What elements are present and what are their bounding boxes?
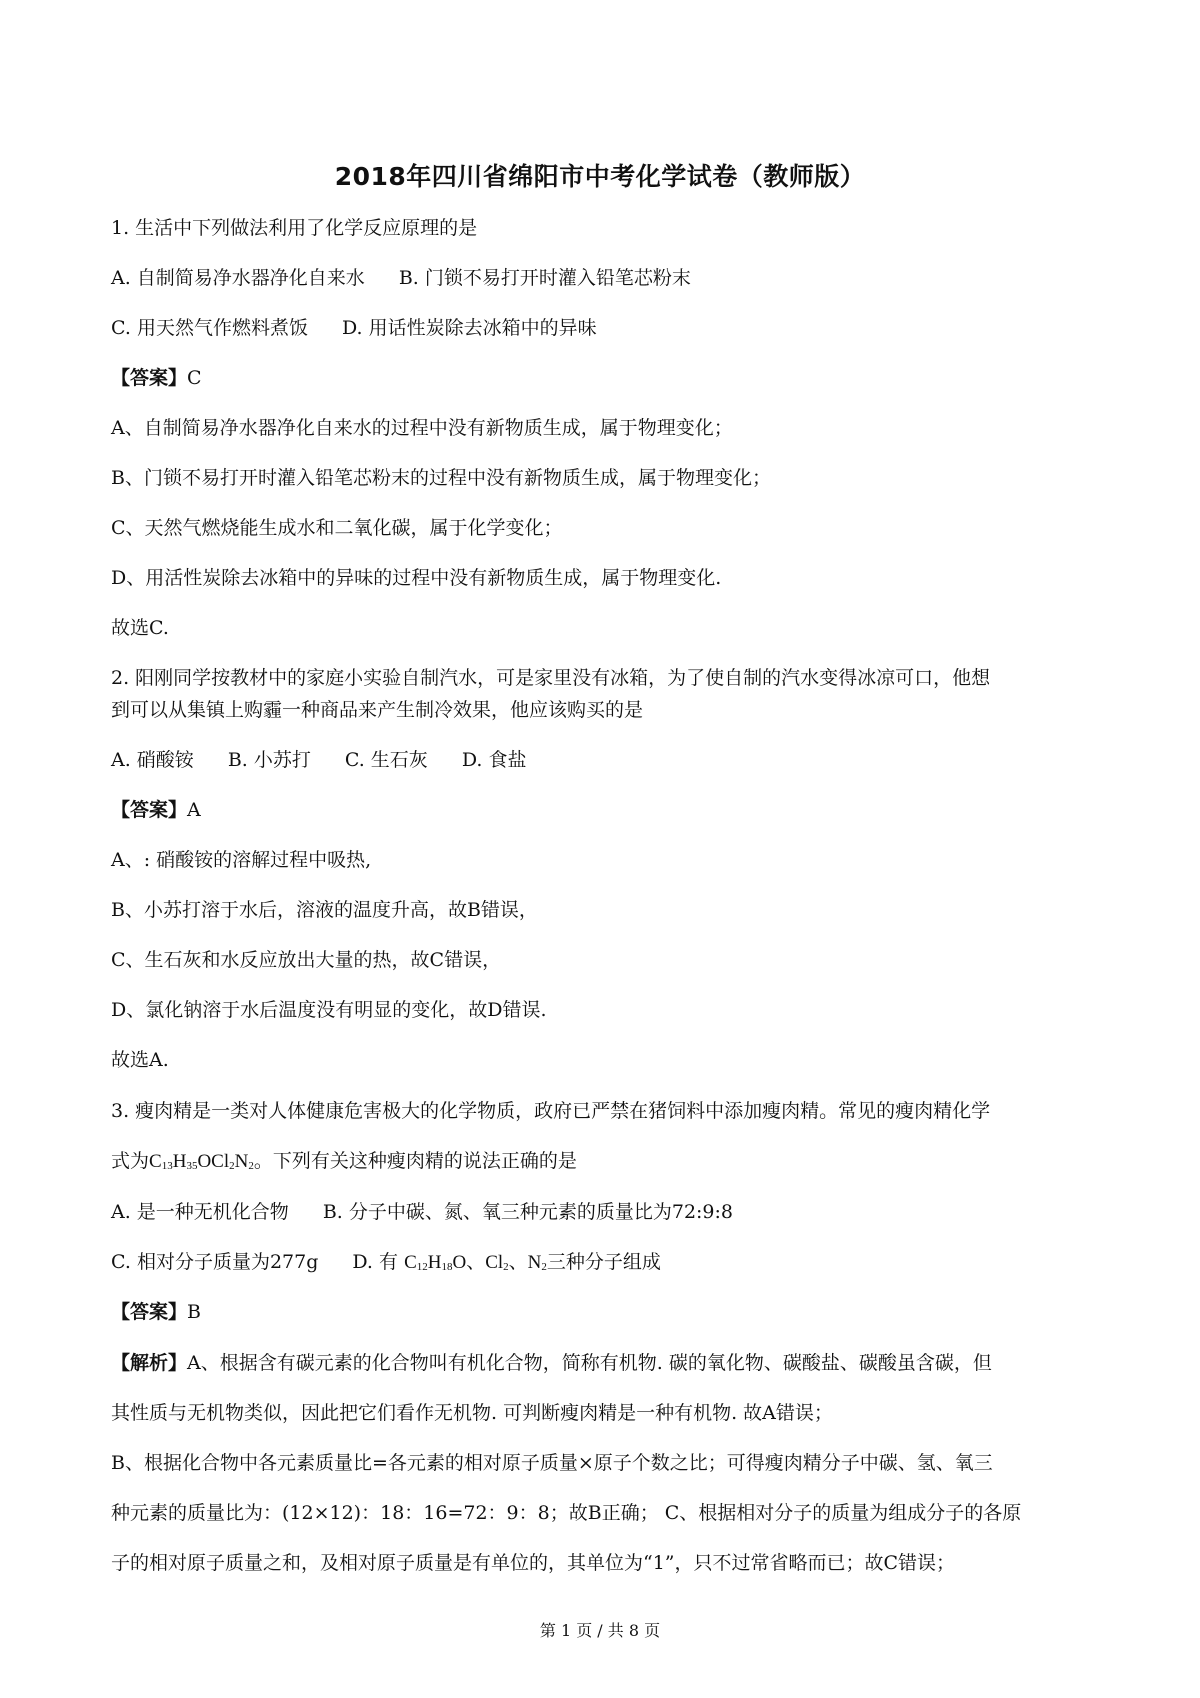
q1-explanation-c: C、天然气燃烧能生成水和二氧化碳，属于化学变化； — [111, 517, 563, 539]
q3-analysis-line5: 子的相对原子质量之和，及相对原子质量是有单位的，其单位为“1”，只不过常省略而已；故C错误； — [111, 1552, 956, 1574]
q3-answer-value: B — [187, 1301, 201, 1323]
q2-explanation-a: A、: 硝酸铵的溶解过程中吸热, — [111, 849, 372, 871]
q3-option-d-formula: $C_{12}H_{18}O$、$Cl_2$、$N_2$ — [404, 1252, 547, 1273]
q3-analysis-line4: 种元素的质量比为：(12×12)：18：16=72：9：8；故B正确； C、根据相对分子的质量为组成分子的各原 — [111, 1502, 1022, 1524]
q3-option-b: B. 分子中碳、氮、氧三种元素的质量比为72:9:8 — [322, 1201, 734, 1223]
q3-analysis-line1: A、根据含有碳元素的化合物叫有机化合物，简称有机物. 碳的氧化物、碳酸盐、碳酸虽含碳，但 — [187, 1352, 992, 1374]
q1-answer-label: 【答案】 — [111, 367, 188, 389]
q3-stem-line2-post: 。下列有关这种瘦肉精的说法正确的是 — [253, 1150, 577, 1172]
q1-stem: 1. 生活中下列做法利用了化学反应原理的是 — [111, 217, 478, 239]
q3-analysis-label: 【解析】 — [111, 1352, 188, 1374]
q2-option-b: B. 小苏打 — [227, 749, 311, 771]
q2-stem — [111, 666, 1101, 748]
q3-answer — [111, 1300, 1101, 1325]
q3-option-c: C. 相对分子质量为277g — [111, 1251, 319, 1273]
q3-answer-label: 【答案】 — [111, 1301, 188, 1323]
q1-options-cd — [111, 316, 1101, 341]
q2-options — [111, 748, 1101, 773]
q1-option-d: D. 用话性炭除去冰箱中的异味 — [341, 317, 597, 339]
q2-stem-line2: 到可以从集镇上购霾一种商品来产生制冷效果，他应该购买的是 — [111, 699, 644, 721]
q3-options-cd — [111, 1250, 1101, 1275]
q2-option-c: C. 生石灰 — [344, 749, 428, 771]
q1-option-b: B. 门锁不易打开时灌入铅笔芯粉末 — [398, 267, 691, 289]
q3-analysis-line2: 其性质与无机物类似，因此把它们看作无机物. 可判断瘦肉精是一种有机物. 故A错误； — [111, 1402, 833, 1424]
q3-option-a: A. 是一种无机化合物 — [111, 1201, 289, 1223]
q1-options-ab — [111, 266, 1101, 291]
q1-answer — [111, 366, 1101, 391]
page-title: 2018年四川省绵阳市中考化学试卷（教师版） — [334, 162, 866, 191]
q3-stem — [111, 1086, 1101, 1187]
q2-explanation-d: D、氯化钠溶于水后温度没有明显的变化，故D错误. — [111, 999, 547, 1021]
q2-answer-value: A — [187, 799, 201, 821]
q1-answer-value: C — [187, 367, 202, 389]
q3-option-d: D. 有 $C_{12}H_{18}O$、$Cl_2$、$N_2$三种分子组成 — [352, 1251, 661, 1273]
q2-answer-label: 【答案】 — [111, 799, 188, 821]
q3-options-ab — [111, 1200, 1101, 1225]
q3-analysis — [111, 1338, 1101, 1588]
q2-conclusion: 故选A. — [111, 1049, 169, 1071]
q2-stem-line1: 2. 阳刚同学按教材中的家庭小实验自制汽水，可是家里没有冰箱，为了使自制的汽水变得冰凉可口，他想 — [111, 667, 991, 689]
document-body — [111, 216, 1101, 1613]
q2-explanation-b: B、小苏打溶于水后，溶液的温度升高，故B错误， — [111, 899, 538, 921]
q2-explanation-c: C、生石灰和水反应放出大量的热，故C错误， — [111, 949, 502, 971]
q3-formula: $C_{13}H_{35}OCl_2N_2$ — [149, 1151, 254, 1172]
q1-option-a: A. 自制简易净水器净化自来水 — [111, 267, 365, 289]
q3-analysis-line3: B、根据化合物中各元素质量比=各元素的相对原子质量×原子个数之比；可得瘦肉精分子中碳、氢、氧三 — [111, 1452, 993, 1474]
q3-stem-line1: 3. 瘦肉精是一类对人体健康危害极大的化学物质，政府已严禁在猪饲料中添加瘦肉精。常见的瘦肉精化学 — [111, 1100, 991, 1122]
q1-option-c: C. 用天然气作燃料煮饭 — [111, 317, 308, 339]
q3-stem-line2-pre: 式为 — [111, 1150, 150, 1172]
q1-explanation-d: D、用活性炭除去冰箱中的异味的过程中没有新物质生成，属于物理变化. — [111, 567, 722, 589]
q2-answer — [111, 798, 1101, 823]
q1-explanation-b: B、门锁不易打开时灌入铅笔芯粉末的过程中没有新物质生成，属于物理变化； — [111, 467, 771, 489]
q2-option-a: A. 硝酸铵 — [111, 749, 194, 771]
page-footer: 第 1 页 / 共 8 页 — [539, 1621, 661, 1640]
q1-conclusion: 故选C. — [111, 617, 169, 639]
q2-option-d: D. 食盐 — [461, 749, 527, 771]
q1-explanation-a: A、自制简易净水器净化自来水的过程中没有新物质生成，属于物理变化； — [111, 417, 733, 439]
